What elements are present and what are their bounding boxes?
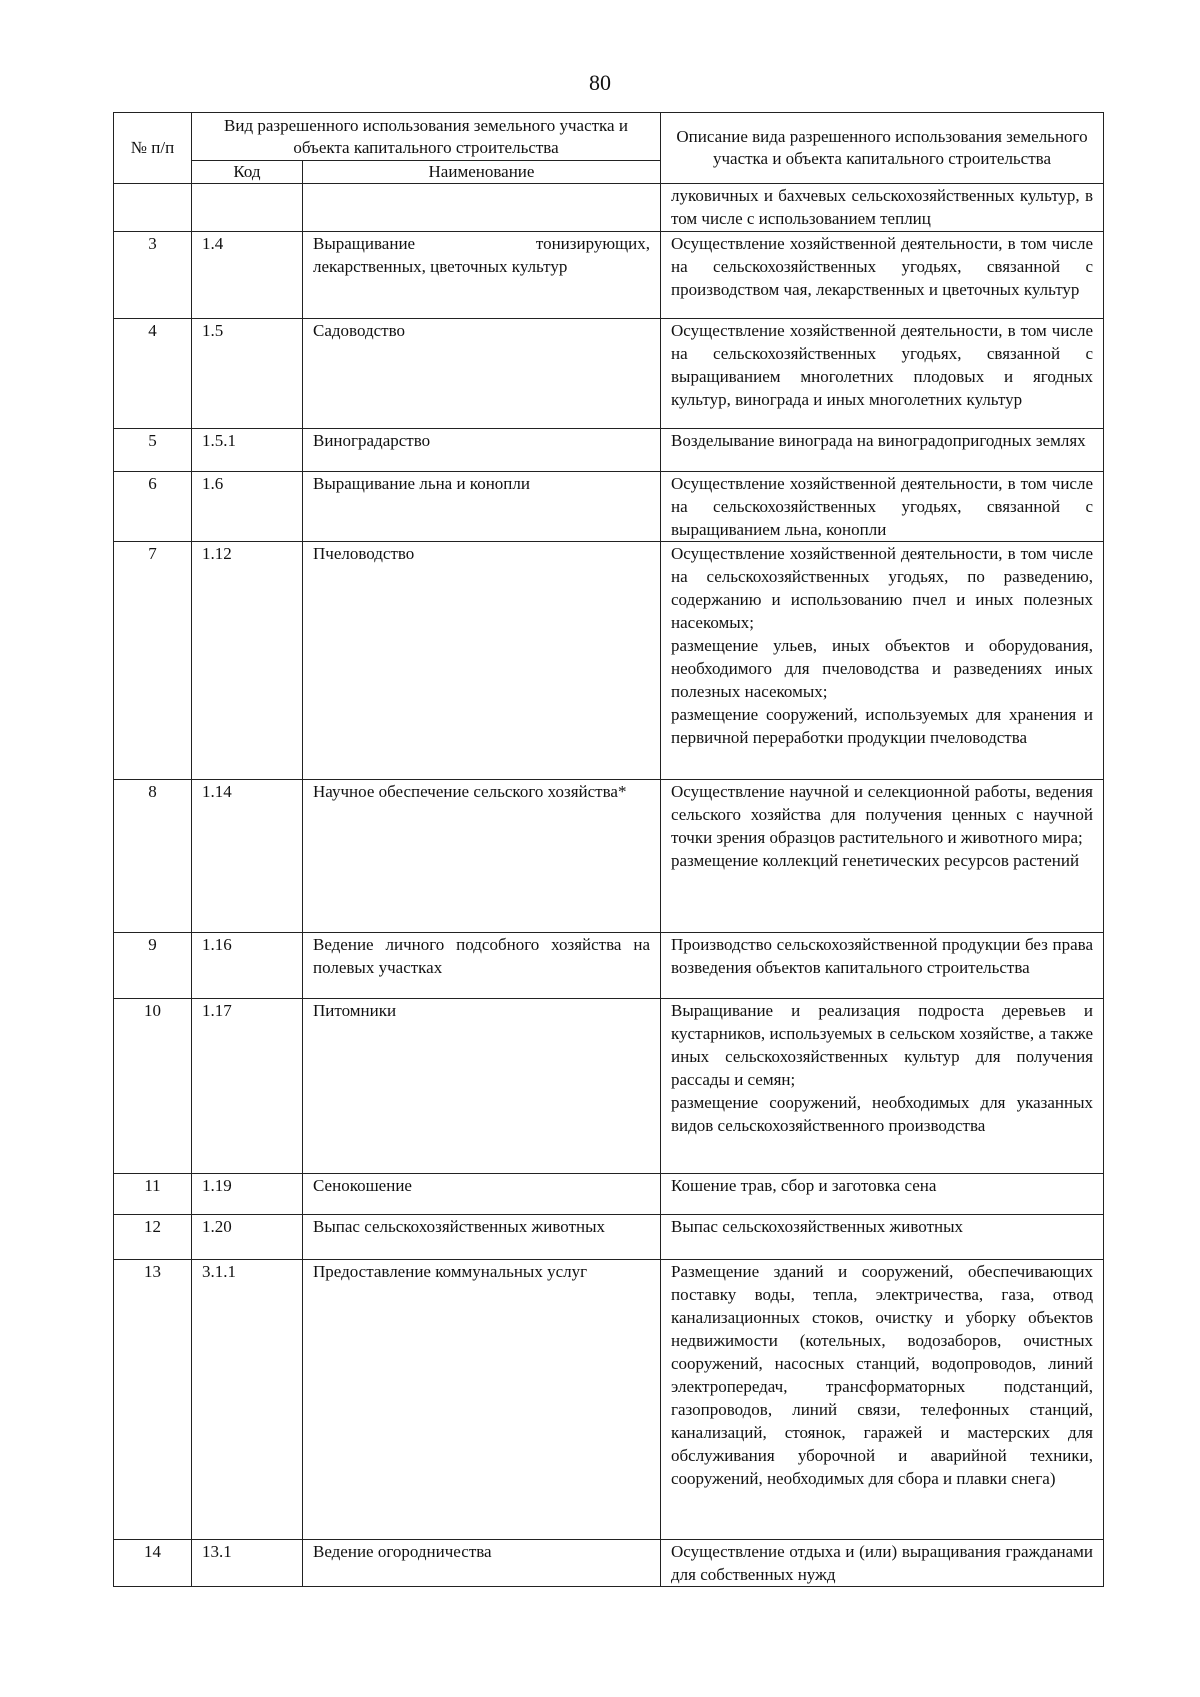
row-number: 9 [114, 933, 192, 999]
row-description [661, 1174, 1104, 1215]
description-paragraph: размещение сооружений, используемых для хранения и первичной переработки продукции пчеловодства [671, 705, 1093, 747]
table-row [114, 542, 1104, 780]
table-row [114, 1260, 1104, 1540]
table-row [114, 1540, 1104, 1587]
row-number: 7 [114, 542, 192, 780]
row-name: Научное обеспечение сельского хозяйства* [303, 780, 661, 933]
row-code: 13.1 [192, 1540, 303, 1587]
table-row [114, 999, 1104, 1174]
table-row [114, 472, 1104, 542]
description-paragraph: Возделывание винограда на виноградопригодных землях [671, 431, 1086, 450]
row-name: Ведение огородничества [303, 1540, 661, 1587]
row-name: Выращивание льна и конопли [303, 472, 661, 542]
row-number: 5 [114, 429, 192, 472]
row-code: 1.16 [192, 933, 303, 999]
row-description [661, 1260, 1104, 1540]
description-paragraph: Выпас сельскохозяйственных животных [671, 1217, 964, 1236]
table-row [114, 933, 1104, 999]
row-code: 1.5.1 [192, 429, 303, 472]
description-paragraph: Осуществление отдыха и (или) выращивания гражданами для собственных нужд [671, 1542, 1093, 1584]
row-description [661, 1215, 1104, 1260]
row-name: Ведение личного подсобного хозяйства на полевых участках [303, 933, 661, 999]
row-code: 1.5 [192, 319, 303, 429]
row-name: Пчеловодство [303, 542, 661, 780]
row-code: 1.12 [192, 542, 303, 780]
header-name: Наименование [303, 161, 661, 184]
description-paragraph: размещение коллекций генетических ресурсов растений [671, 851, 1080, 870]
description-paragraph: Размещение зданий и сооружений, обеспечивающих поставку воды, тепла, электричества, газа, отвод канализационных стоков, очистку и уборку объектов недвижимости (котельных, водозаборов, очистных сооружений, насосных станций, водопроводов, линий электропередач, трансформаторных подстанций, газопроводов, линий связи, телефонных станций, канализаций, стоянок, гаражей и мастерских для обслуживания уборочной и аварийной техники, сооружений, необходимых для сбора и плавки снега) [671, 1262, 1093, 1488]
row-description [661, 184, 1104, 232]
header-code: Код [192, 161, 303, 184]
description-paragraph: размещение ульев, иных объектов и оборудования, необходимого для пчеловодства и разведениях иных полезных насекомых; [671, 636, 1093, 701]
row-number [114, 184, 192, 232]
description-paragraph: Выращивание и реализация подроста деревьев и кустарников, используемых в сельском хозяйстве, а также иных сельскохозяйственных культур для получения рассады и семян; [671, 1001, 1093, 1089]
table-body [114, 184, 1104, 1587]
row-description [661, 542, 1104, 780]
row-name: Сенокошение [303, 1174, 661, 1215]
row-code: 1.14 [192, 780, 303, 933]
row-name: Выращивание тонизирующих, лекарственных, цветочных культур [303, 232, 661, 319]
table-row [114, 319, 1104, 429]
row-description [661, 933, 1104, 999]
description-paragraph: Осуществление хозяйственной деятельности, в том числе на сельскохозяйственных угодьях, связанной с выращиванием многолетних плодовых и ягодных культур, винограда и иных многолетних культур [671, 321, 1093, 409]
row-description [661, 780, 1104, 933]
table-row [114, 184, 1104, 232]
table-row [114, 1174, 1104, 1215]
table-row [114, 232, 1104, 319]
table-row [114, 780, 1104, 933]
description-paragraph: Осуществление хозяйственной деятельности, в том числе на сельскохозяйственных угодьях, связанной с производством чая, лекарственных и цветочных культур [671, 234, 1093, 299]
row-name: Предоставление коммунальных услуг [303, 1260, 661, 1540]
row-number: 13 [114, 1260, 192, 1540]
row-description [661, 232, 1104, 319]
row-number: 12 [114, 1215, 192, 1260]
row-number: 10 [114, 999, 192, 1174]
table-header [114, 113, 1104, 184]
row-code: 1.4 [192, 232, 303, 319]
table-row [114, 1215, 1104, 1260]
header-use-type: Вид разрешенного использования земельного участка и объекта капитального строительства [192, 113, 661, 161]
header-description: Описание вида разрешенного использования земельного участка и объекта капитального строительства [661, 113, 1104, 184]
row-code [192, 184, 303, 232]
row-code: 1.19 [192, 1174, 303, 1215]
row-description [661, 999, 1104, 1174]
row-number: 11 [114, 1174, 192, 1215]
row-code: 1.6 [192, 472, 303, 542]
row-name: Питомники [303, 999, 661, 1174]
row-number: 3 [114, 232, 192, 319]
row-description [661, 429, 1104, 472]
description-paragraph: размещение сооружений, необходимых для указанных видов сельскохозяйственного производства [671, 1093, 1093, 1135]
description-paragraph: Производство сельскохозяйственной продукции без права возведения объектов капитального строительства [671, 935, 1093, 977]
row-code: 1.17 [192, 999, 303, 1174]
row-number: 8 [114, 780, 192, 933]
row-number: 4 [114, 319, 192, 429]
land-use-table [113, 112, 1104, 1587]
row-number: 14 [114, 1540, 192, 1587]
row-code: 1.20 [192, 1215, 303, 1260]
description-paragraph: Осуществление хозяйственной деятельности, в том числе на сельскохозяйственных угодьях, по разведению, содержанию и использованию пчел и иных полезных насекомых; [671, 544, 1093, 632]
row-name [303, 184, 661, 232]
description-paragraph: Кошение трав, сбор и заготовка сена [671, 1176, 937, 1195]
row-name: Виноградарство [303, 429, 661, 472]
row-number: 6 [114, 472, 192, 542]
row-code: 3.1.1 [192, 1260, 303, 1540]
description-paragraph: Осуществление хозяйственной деятельности, в том числе на сельскохозяйственных угодьях, связанной с выращиванием льна, конопли [671, 474, 1093, 539]
row-name: Выпас сельскохозяйственных животных [303, 1215, 661, 1260]
table-row [114, 429, 1104, 472]
header-number: № п/п [114, 113, 192, 184]
description-paragraph: луковичных и бахчевых сельскохозяйственных культур, в том числе с использованием теплиц [671, 186, 1093, 228]
row-description [661, 1540, 1104, 1587]
row-description [661, 472, 1104, 542]
page-number: 80 [589, 70, 611, 95]
description-paragraph: Осуществление научной и селекционной работы, ведения сельского хозяйства для получения ценных с научной точки зрения образцов растительного и животного мира; [671, 782, 1093, 847]
row-name: Садоводство [303, 319, 661, 429]
row-description [661, 319, 1104, 429]
